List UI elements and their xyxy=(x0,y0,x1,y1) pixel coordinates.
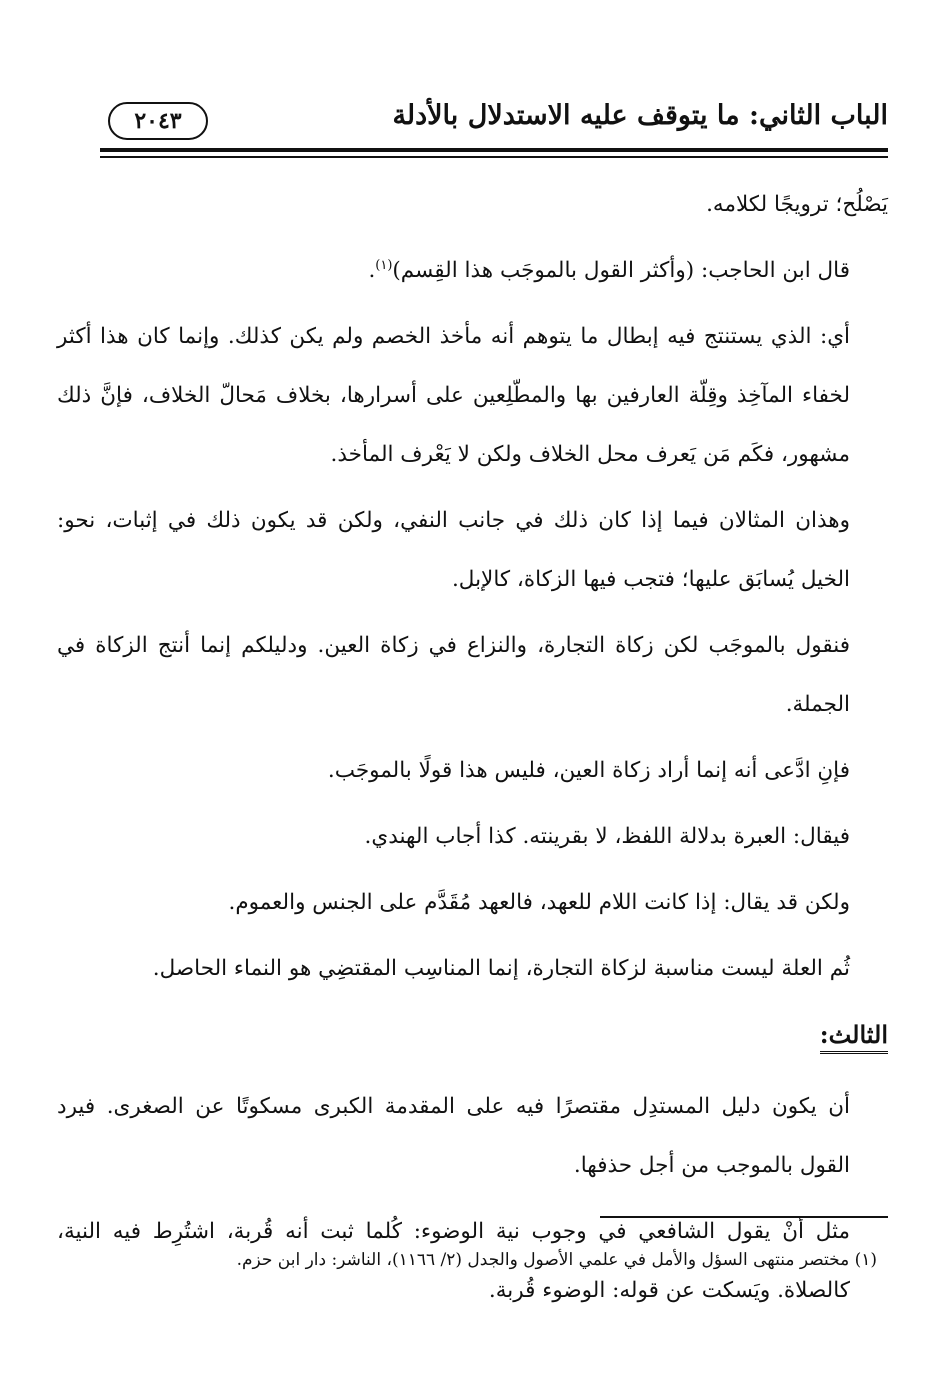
footnote-ref[interactable]: (١) xyxy=(375,257,393,273)
footnote: (١) مختصر منتهى السؤل والأمل في علمي الأصول والجدل (٢/ ١١٦٦)، الناشر: دار ابن حزم. xyxy=(236,1250,877,1270)
paragraph: ثُم العلة ليست مناسبة لزكاة التجارة، إنما المناسِب المقتضِي هو النماء الحاصل. xyxy=(152,956,850,981)
paragraph: ولكن قد يقال: إذا كانت اللام للعهد، فالعهد مُقَدَّم على الجنس والعموم. xyxy=(228,890,850,915)
section-heading xyxy=(57,1005,888,1064)
paragraph: فيقال: العبرة بدلالة اللفظ، لا بقرينته. كذا أجاب الهندي. xyxy=(364,824,850,849)
paragraph: مثل أنْ يقول الشافعي في وجوب نية الوضوء: كُلما ثبت أنه قُربة، اشتُرِط فيه النية، كالصلاة. ويَسكت عن قوله: الوضوء قُربة. xyxy=(57,1219,850,1303)
page-header xyxy=(100,98,888,142)
paragraph: فإنِ ادَّعى أنه إنما أراد زكاة العين، فليس هذا قولًا بالموجَب. xyxy=(327,758,850,783)
paragraph-quote xyxy=(57,241,888,300)
paragraph: أي: الذي يستنتج فيه إبطال ما يتوهم أنه مأخذ الخصم ولم يكن كذلك. وإنما كان هذا أكثر لخفاء المآخِذ وقِلّة العارفين بها والمطّلِعين على أسرارها، بخلاف مَحالّ الخلاف، فإنَّ ذلك مشهور، فكَم مَن يَعرف محل الخلاف ولكن لا يَعْرف المأخذ. xyxy=(57,324,850,467)
header-rule-thick xyxy=(100,148,888,152)
section-heading-text: الثالث: xyxy=(820,1020,888,1054)
paragraph: أن يكون دليل المستدِل مقتصرًا فيه على المقدمة الكبرى مسكوتًا عن الصغرى. فيرد القول بالموجب من أجل حذفها. xyxy=(57,1094,850,1178)
quote-end: . xyxy=(368,258,376,283)
running-title: الباب الثاني: ما يتوقف عليه الاستدلال بالأدلة xyxy=(392,100,888,131)
footnote-separator xyxy=(600,1216,888,1218)
page-number-badge: ٢٠٤٣ xyxy=(108,102,208,140)
paragraph: فنقول بالموجَب لكن زكاة التجارة، والنزاع في زكاة العين. ودليلكم إنما أنتج الزكاة في الجملة. xyxy=(57,633,850,717)
quote-text: قال ابن الحاجب: (وأكثر القول بالموجَب هذا القِسم) xyxy=(392,258,850,283)
main-text xyxy=(57,175,888,1327)
paragraph: يَصْلُح؛ ترويجًا لكلامه. xyxy=(706,192,888,217)
header-rule-thin xyxy=(100,156,888,158)
paragraph: وهذان المثالان فيما إذا كان ذلك في جانب النفي، ولكن قد يكون ذلك في إثبات، نحو: الخيل يُسابَق عليها؛ فتجب فيها الزكاة، كالإبل. xyxy=(57,508,850,592)
